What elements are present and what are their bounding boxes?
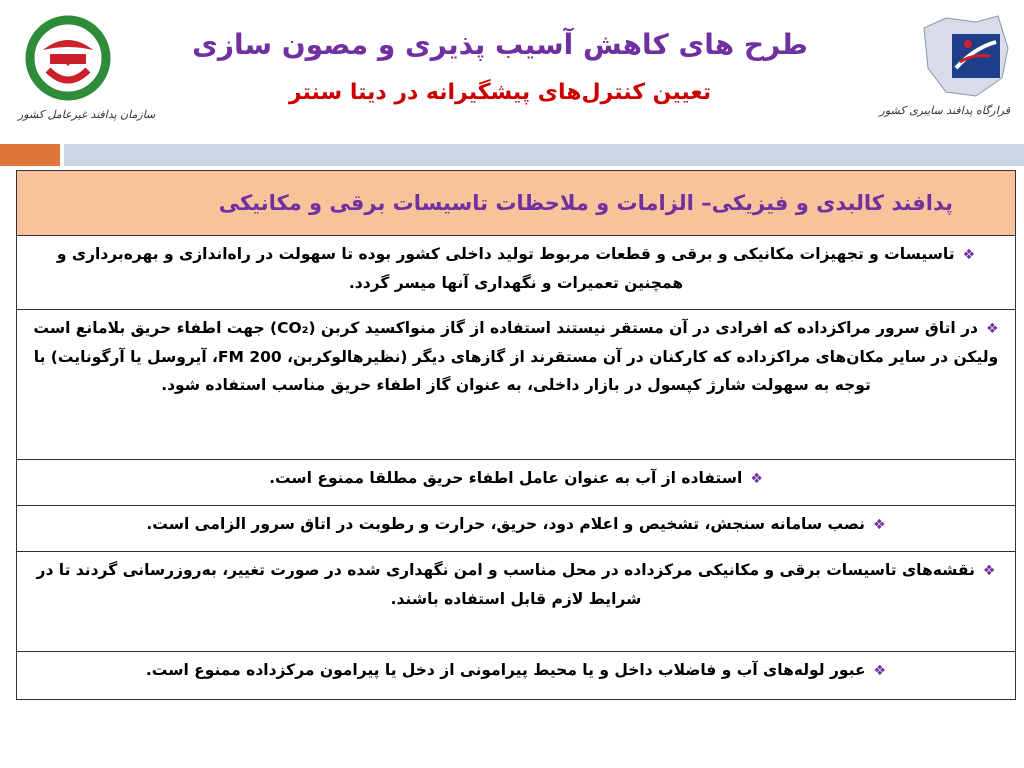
row-text: استفاده از آب به عنوان عامل اطفاء حریق مطلقا ممنوع است. [269, 469, 743, 487]
requirements-table [16, 170, 1016, 700]
diamond-bullet-icon: ❖ [986, 321, 999, 337]
table-header-cell [17, 171, 1016, 236]
diamond-bullet-icon: ❖ [873, 517, 886, 533]
decorative-bar-blue [64, 144, 1024, 166]
decorative-bar-orange [0, 144, 60, 166]
right-logo-caption: قرارگاه پدافند سایبری کشور [879, 104, 1010, 117]
table-row [17, 506, 1016, 552]
diamond-bullet-icon: ❖ [873, 663, 887, 679]
table-cell [17, 552, 1016, 652]
table-row [17, 460, 1016, 506]
row-text: عبور لوله‌های آب و فاضلاب داخل و یا محیط پیرامونی از دخل یا پیرامون مرکزداده ممنوع است. [145, 661, 866, 679]
table-row [17, 552, 1016, 652]
diamond-bullet-icon: ❖ [750, 471, 763, 487]
table-header-row [17, 171, 1016, 236]
table-cell [17, 652, 1016, 700]
page-subtitle: تعیین کنترل‌های پیشگیرانه در دیتا سنتر [288, 80, 712, 105]
row-text: در اتاق سرور مراکزداده که افرادی در آن مستقر نیستند استفاده از گاز منواکسید کربن (CO₂) جهت اطفاء حریق بلامانع است ولیکن در سایر مکان‌های مراکزداده که کارکنان در آن مستقرند از گازهای دیگر (نظیرهالوکربن، FM 200، آیروسل یا آرگونایت) با توجه به سهولت شارژ کپسول در بازار داخلی، به عنوان گاز اطفاء حریق مناسب استفاده شود. [33, 319, 999, 394]
left-logo-caption: سازمان پدافند غیرعامل کشور [18, 108, 156, 121]
table-cell [17, 506, 1016, 552]
table-cell [17, 310, 1016, 460]
svg-text:☫: ☫ [62, 55, 74, 69]
table-cell [17, 236, 1016, 310]
diamond-bullet-icon: ❖ [962, 247, 976, 263]
table-row [17, 652, 1016, 700]
table-row [17, 310, 1016, 460]
table-row [17, 236, 1016, 310]
row-text: تاسیسات و تجهیزات مکانیکی و برقی و قطعات مربوط تولید داخلی کشور بوده تا سهولت در راه‌اندازی و بهره‌برداری و همچنین تعمیرات و نگهداری آنها میسر گردد. [56, 245, 955, 292]
table-header-text: پدافند کالبدی و فیزیکی– الزامات و ملاحظات تاسیسات برقی و مکانیکی [218, 191, 953, 215]
page-title: طرح های کاهش آسیب پذیری و مصون سازی [192, 28, 808, 61]
diamond-bullet-icon: ❖ [982, 563, 996, 579]
row-text: نصب سامانه سنجش، تشخیص و اعلام دود، حریق، حرارت و رطوبت در اتاق سرور الزامی است. [146, 515, 866, 533]
row-text: نقشه‌های تاسیسات برقی و مکانیکی مرکزداده در محل مناسب و امن نگهداری شده در صورت تغییر، به‌روزرسانی گردند تا در شرایط لازم قابل استفاده باشند. [36, 561, 975, 608]
table-cell [17, 460, 1016, 506]
